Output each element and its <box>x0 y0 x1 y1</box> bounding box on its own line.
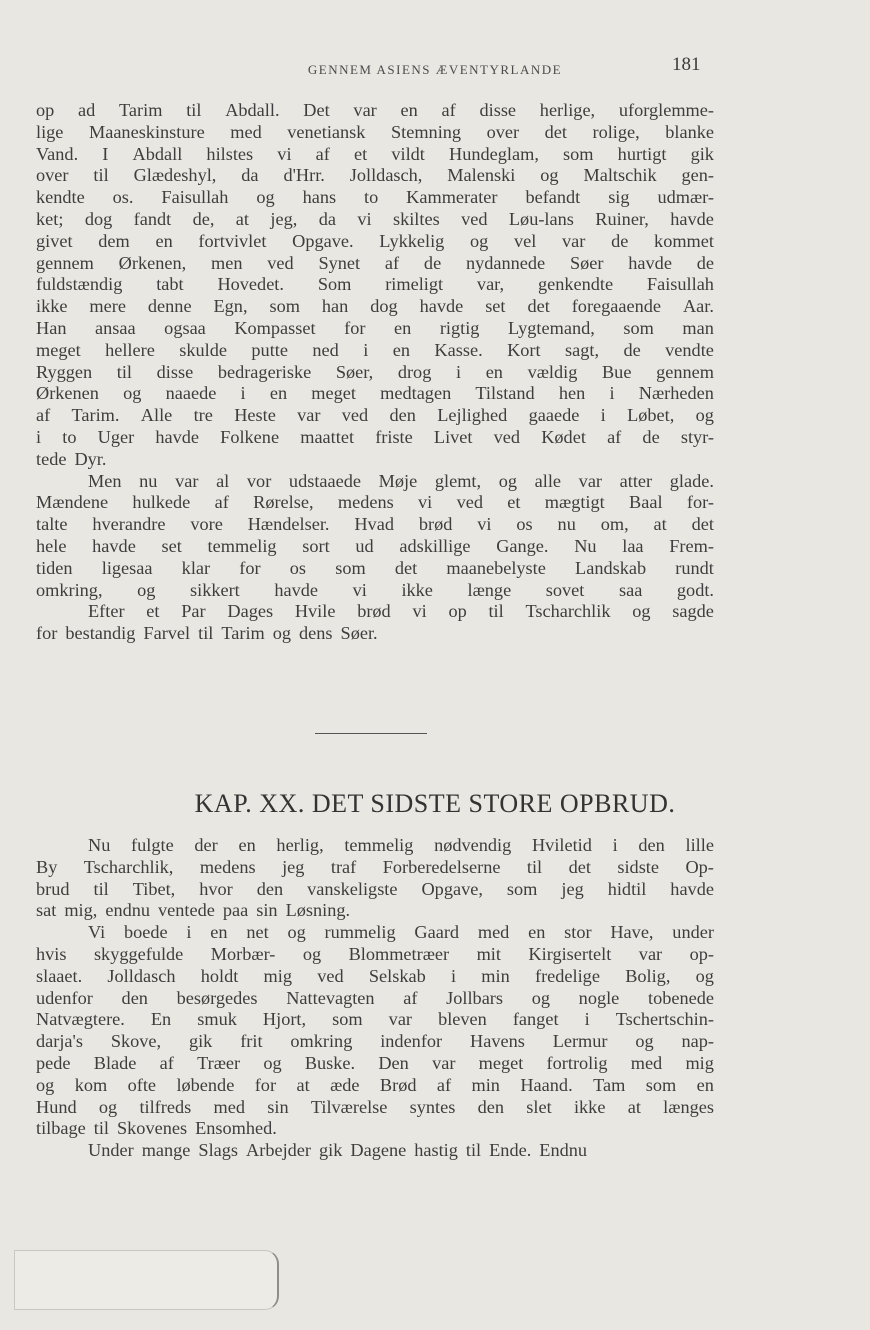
chapter-heading: KAP. XX. DET SIDSTE STORE OPBRUD. <box>194 789 676 818</box>
page-number: 181 <box>672 54 701 75</box>
text-line: brud til Tibet, hvor den vanskeligste Opgave, som jeg hidtil havde <box>36 878 714 899</box>
text-line: Men nu var al vor udstaaede Møje glemt, og alle var atter glade. <box>88 470 714 491</box>
text-line: Mændene hulkede af Rørelse, medens vi ved et mægtigt Baal for- <box>36 492 714 513</box>
text-line: Vand. I Abdall hilstes vi af et vildt Hundeglam, som hurtigt gik <box>36 143 714 164</box>
text-line: kendte os. Faisullah og hans to Kammerater befandt sig udmær- <box>36 187 714 208</box>
running-title: GENNEM ASIENS ÆVENTYRLANDE <box>307 62 563 77</box>
text-line: darja's Skove, gik frit omkring indenfor Havens Lermur og nap- <box>36 1031 714 1052</box>
text-line: slaaet. Jolldasch holdt mig ved Selskab i min fredelige Bolig, og <box>36 965 714 986</box>
text-line: Natvægtere. En smuk Hjort, som var bleven fanget i Tschertschin- <box>36 1009 714 1030</box>
text-line: Efter et Par Dages Hvile brød vi op til Tscharchlik og sagde <box>88 601 714 622</box>
body-text <box>36 100 714 645</box>
text-line: hvis skyggefulde Morbær- og Blommetræer mit Kirgisertelt var op- <box>36 943 714 964</box>
text-line: over til Glædeshyl, da d'Hrr. Jolldasch, Malenski og Maltschik gen- <box>36 165 714 186</box>
text-line: omkring, og sikkert havde vi ikke længe sovet saa godt. <box>36 579 714 600</box>
text-line: hele havde set temmelig sort ud adskillige Gange. Nu laa Frem- <box>36 535 714 556</box>
text-line: sat mig, endnu ventede paa sin Løsning. <box>36 900 351 921</box>
text-line: Nu fulgte der en herlig, temmelig nødvendig Hviletid i den lille <box>88 835 714 855</box>
text-line: gennem Ørkenen, men ved Synet af de nydannede Søer havde de <box>36 252 714 273</box>
text-line: af Tarim. Alle tre Heste var ved den Lejlighed gaaede i Løbet, og <box>36 405 714 426</box>
text-line: udenfor den besørgedes Nattevagten af Jollbars og nogle tobenede <box>36 987 714 1008</box>
text-line: By Tscharchlik, medens jeg traf Forberedelserne til det sidste Op- <box>36 856 714 877</box>
text-line: pede Blade af Træer og Buske. Den var meget fortrolig med mig <box>36 1052 714 1073</box>
text-line: meget hellere skulde putte ned i en Kasse. Kort sagt, de vendte <box>36 339 714 360</box>
text-line: ket; dog fandt de, at jeg, da vi skiltes ved Løu-lans Ruiner, havde <box>36 208 714 229</box>
text-line: tede Dyr. <box>36 448 107 469</box>
text-line: lige Maaneskinsture med venetiansk Stemning over det rolige, blanke <box>36 121 714 142</box>
text-line: talte hverandre vore Hændelser. Hvad brød vi os nu om, at det <box>36 514 714 535</box>
section-divider <box>315 733 427 734</box>
text-line: for bestandig Farvel til Tarim og dens Søer. <box>36 623 378 644</box>
library-label <box>14 1250 279 1310</box>
text-line: tiden ligesaa klar for os som det maanebelyste Landskab rundt <box>36 557 714 578</box>
text-line: Ryggen til disse bedrageriske Søer, drog i en vældig Bue gennem <box>36 361 714 382</box>
text-line: op ad Tarim til Abdall. Det var en af disse herlige, uforglemme- <box>36 100 714 120</box>
chapter-text <box>36 835 714 1162</box>
text-line: Hund og tilfreds med sin Tilværelse syntes den slet ikke at længes <box>36 1096 714 1117</box>
text-line: Vi boede i en net og rummelig Gaard med en stor Have, under <box>88 922 714 943</box>
text-line: i to Uger havde Folkene maattet friste Livet ved Kødet af de styr- <box>36 426 714 447</box>
text-line: tilbage til Skovenes Ensomhed. <box>36 1118 277 1139</box>
text-line: Han ansaa ogsaa Kompasset for en rigtig Lygtemand, som man <box>36 317 714 338</box>
text-line: og kom ofte løbende for at æde Brød af min Haand. Tam som en <box>36 1074 714 1095</box>
text-line: ikke mere denne Egn, som han dog havde set det foregaaende Aar. <box>36 296 714 317</box>
text-line: Ørkenen og naaede i en meget medtagen Tilstand hen i Nærheden <box>36 383 714 404</box>
text-line: givet dem en fortvivlet Opgave. Lykkelig og vel var de kommet <box>36 230 714 251</box>
text-line: Under mange Slags Arbejder gik Dagene hastig til Ende. Endnu <box>88 1140 588 1161</box>
text-line: fuldstændig tabt Hovedet. Som rimeligt var, genkendte Faisullah <box>36 274 714 295</box>
